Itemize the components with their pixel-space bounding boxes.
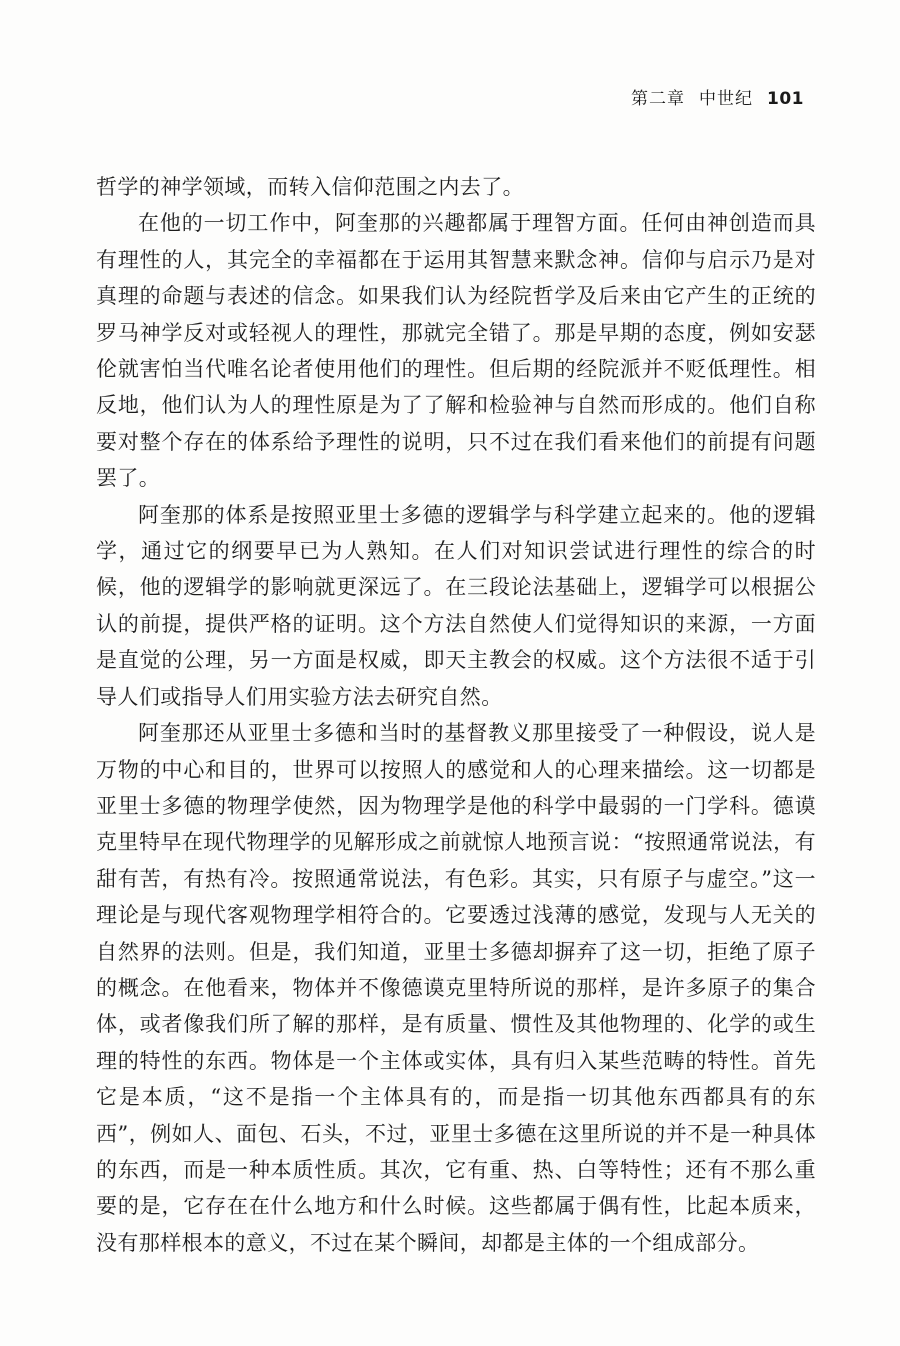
section-label: 中世纪 — [699, 89, 753, 109]
paragraph: 阿奎那的体系是按照亚里士多德的逻辑学与科学建立起来的。他的逻辑学，通过它的纲要早已为人熟知。在人们对知识尝试进行理性的综合的时候，他的逻辑学的影响就更深远了。在三段论法基础上，逻辑学可以根据公认的前提，提供严格的证明。这个方法自然使人们觉得知识的来源，一方面是直觉的公理，另一方面是权威，即天主教会的权威。这个方法很不适于引导人们或指导人们用实验方法去研究自然。 — [96, 502, 816, 709]
running-head — [631, 84, 804, 109]
chapter-label: 第二章 — [631, 89, 685, 109]
page-number: 101 — [767, 89, 804, 109]
paragraph: 在他的一切工作中，阿奎那的兴趣都属于理智方面。任何由神创造而具有理性的人，其完全的幸福都在于运用其智慧来默念神。信仰与启示乃是对真理的命题与表述的信念。如果我们认为经院哲学及后来由它产生的正统的罗马神学反对或轻视人的理性，那就完全错了。那是早期的态度，例如安瑟伦就害怕当代唯名论者使用他们的理性。但后期的经院派并不贬低理性。相反地，他们认为人的理性原是为了了解和检验神与自然而形成的。他们自称要对整个存在的体系给予理性的说明，只不过在我们看来他们的前提有问题罢了。 — [96, 211, 816, 491]
body-text — [96, 169, 816, 1261]
paragraph: 阿奎那还从亚里士多德和当时的基督教义那里接受了一种假设，说人是万物的中心和目的，世界可以按照人的感觉和人的心理来描绘。这一切都是亚里士多德的物理学使然，因为物理学是他的科学中最弱的一门学科。德谟克里特早在现代物理学的见解形成之前就惊人地预言说：“按照通常说法，有甜有苦，有热有冷。按照通常说法，有色彩。其实，只有原子与虚空。”这一理论是与现代客观物理学相符合的。它要透过浅薄的感觉，发现与人无关的自然界的法则。但是，我们知道，亚里士多德却摒弃了这一切，拒绝了原子的概念。在他看来，物体并不像德谟克里特所说的那样，是许多原子的集合体，或者像我们所了解的那样，是有质量、惯性及其他物理的、化学的或生理的特性的东西。物体是一个主体或实体，具有归入某些范畴的特性。首先它是本质，“这不是指一个主体具有的，而是指一切其他东西都具有的东西”，例如人、面包、石头，不过，亚里士多德在这里所说的并不是一种具体的东西，而是一种本质性质。其次，它有重、热、白等特性；还有不那么重要的是，它存在在什么地方和什么时候。这些都属于偶有性，比起本质来，没有那样根本的意义，不过在某个瞬间，却都是主体的一个组成部分。 — [96, 721, 816, 1255]
paragraph-continuation: 哲学的神学领域，而转入信仰范围之内去了。 — [96, 175, 524, 199]
